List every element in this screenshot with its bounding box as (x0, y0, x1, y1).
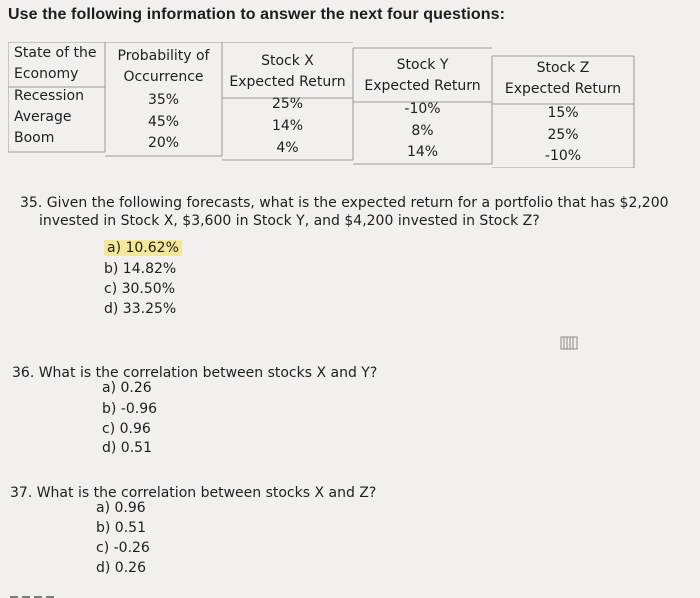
option-35-b[interactable]: b) 14.82% (104, 261, 177, 277)
moire-mark-icon (560, 336, 578, 350)
option-37-b[interactable]: b) 0.51 (96, 520, 146, 536)
question-36: 36. What is the correlation between stocks X and Y? (12, 365, 378, 381)
option-35-d[interactable]: d) 33.25% (104, 301, 177, 317)
stock-x-cell: 25% (271, 96, 304, 112)
stock-y-cell: -10% (404, 101, 441, 117)
stock-y-cell: 14% (406, 144, 439, 160)
stock-z-cell: -10% (544, 148, 582, 164)
option-36-a[interactable]: a) 0.26 (102, 380, 152, 396)
header-probability: Probability of Occurrence (117, 48, 210, 85)
stock-z-cell: 15% (547, 105, 579, 121)
option-37-a[interactable]: a) 0.96 (96, 500, 146, 516)
question-35-line1: 35. Given the following forecasts, what is the expected return for a portfolio that has $2,200 (20, 195, 669, 211)
header-economy: State of the Economy (14, 45, 97, 82)
probability-cell: 35% (147, 92, 180, 108)
probability-cell: 45% (147, 114, 180, 130)
option-35-c[interactable]: c) 30.50% (104, 281, 175, 297)
stock-y-cell: 8% (411, 123, 434, 139)
header-stock-z: Stock Z Expected Return (504, 60, 622, 97)
option-37-c[interactable]: c) -0.26 (96, 540, 150, 556)
option-36-d[interactable]: d) 0.51 (102, 440, 152, 456)
stock-x-cell: 4% (276, 140, 299, 156)
returns-table (8, 42, 636, 168)
stock-z-cell: 25% (547, 127, 579, 143)
row-label-boom: Boom (14, 130, 55, 146)
option-36-b[interactable]: b) -0.96 (102, 401, 158, 417)
cutoff-text-fragment (8, 592, 68, 598)
option-36-c[interactable]: c) 0.96 (102, 421, 151, 437)
row-label-recession: Recession (14, 88, 84, 104)
highlighted-answer: a) 10.62% (104, 240, 182, 256)
stock-x-cell: 14% (271, 118, 304, 134)
row-label-average: Average (14, 109, 72, 125)
header-stock-x: Stock X Expected Return (229, 53, 346, 90)
option-35-a[interactable] (104, 238, 182, 258)
question-35 (20, 194, 690, 230)
probability-cell: 20% (147, 135, 180, 151)
instructions-heading: Use the following information to answer the next four questions: (8, 6, 506, 23)
question-35-line2: invested in Stock X, $3,600 in Stock Y, and $4,200 invested in Stock Z? (39, 213, 540, 229)
header-stock-y: Stock Y Expected Return (364, 57, 481, 94)
option-37-d[interactable]: d) 0.26 (96, 560, 146, 576)
question-37: 37. What is the correlation between stocks X and Z? (10, 485, 377, 501)
